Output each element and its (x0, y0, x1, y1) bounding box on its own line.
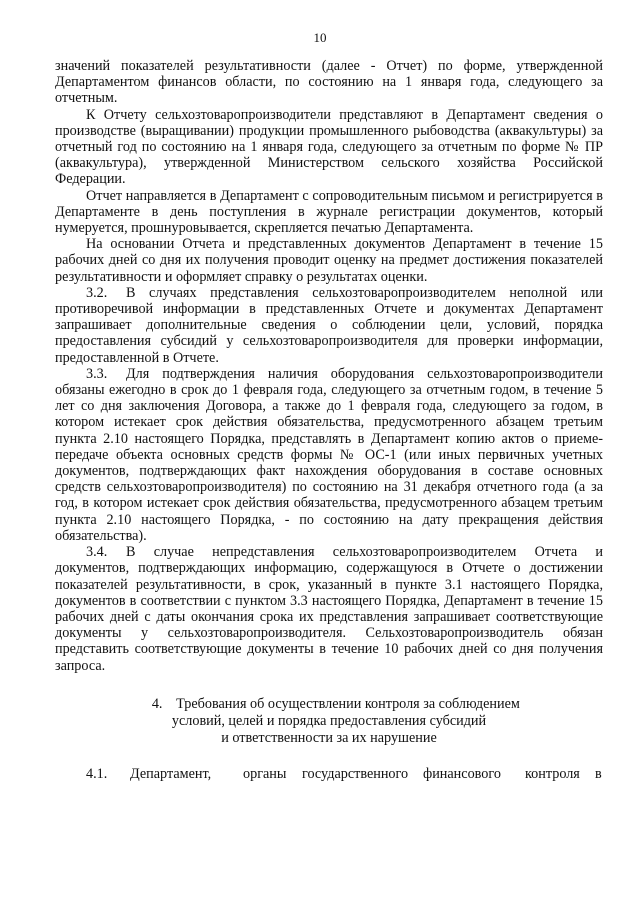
section-title-line-2: условий, целей и порядка предоставления субсидий (171, 712, 487, 729)
clause-3-2 (55, 285, 603, 366)
paragraph-report-attachments: К Отчету сельхозтоваропроизводители представляют в Департамент сведения о производстве (выращивании) продукции промышленного рыбоводства (аквакультуры) за отчетный год по состоянию на 1 января года, следующего за отчетным по форме № ПР (аквакультура), утвержденной Министерством сельского хозяйства Российской Федерации. (55, 106, 603, 188)
clause-text: В случае непредставления сельхозтоваропроизводителем Отчета и документов, подтверждающих информацию, содержащуюся в Отчете о достижении показателей результативности, в срок, указанный в пункте 3.1 настоящего Порядка, документов в соответствии с пунктом 3.3 настоящего Порядка, Департамент в течение 15 рабочих дней с даты окончания срока их представления запрашивает соответствующие документы у сельхозтоваропроизводителя. Сельхозтоваропроизводитель обязан представить соответствующие документы в течение 10 рабочих дней со дня получения запроса. (55, 544, 603, 674)
clause-number: 3.4. (86, 544, 108, 561)
clause-word: финансового (423, 765, 501, 782)
paragraph-report-evaluation: На основании Отчета и представленных документов Департамент в течение 15 рабочих дней со дня их получения проводит оценку на предмет достижения показателей результативности и оформляет справку о результатах оценки. (55, 236, 603, 285)
clause-word: Департамент, (130, 765, 212, 782)
clause-text: В случаях представления сельхозтоваропроизводителем неполной или противоречивой информации в представленных Отчете и документах Департамент запрашивает дополнительные сведения о соблюдении цели, условий, порядка предоставления субсидий у сельхозтоваропроизводителя для проверки информации, предоставленной в Отчете. (55, 284, 603, 366)
clause-word: контроля (525, 765, 580, 782)
section-heading (55, 696, 603, 747)
clause-text: Для подтверждения наличия оборудования сельхозтоваропроизводители обязаны ежегодно в срок до 1 февраля года, следующего за отчетным годом, в течение 5 лет со дня заключения Договора, а также до 1 февраля года, следующего за годом, в котором истекает срок действия обязательства, предусмотренного абзацем третьим пункта 2.10 настоящего Порядка, представлять в Департамент копию актов о приеме-передаче объекта основных средств формы № ОС-1 (или иных первичных учетных документов, подтверждающих факт нахождения оборудования в составе основных средств сельхозтоваропроизводителя) по состоянию на 31 декабря отчетного года (а за год, в котором истекает срок действия обязательства, предусмотренного абзацем третьим пункта 2.10 настоящего Порядка, - по состоянию на дату прекращения действия обязательства). (55, 365, 603, 544)
clause-3-4 (55, 544, 603, 674)
clause-4-1 (55, 766, 603, 783)
clause-number: 3.3. (86, 365, 108, 382)
paragraph-report-registration: Отчет направляется в Департамент с сопроводительным письмом и регистрируется в Департаменте в день поступления в журнале регистрации документов, который нумеруется, прошнуровывается, скрепляется печатью Департамента. (55, 187, 603, 237)
section-title-line-3: и ответственности за их нарушение (221, 729, 437, 746)
section-heading-line-1 (55, 696, 603, 713)
section-title-line-1: Требования об осуществлении контроля за соблюдением (176, 695, 520, 712)
paragraph-report-intro: значений показателей результативности (далее - Отчет) по форме, утвержденной Департаментом финансов области, по состоянию на 1 января года, следующего за отчетным. (55, 58, 603, 107)
section-number: 4. (151, 695, 163, 712)
clause-word: в (595, 765, 602, 782)
clause-word: органы (243, 765, 287, 782)
page-number: 10 (313, 30, 327, 45)
clause-number: 4.1. (86, 765, 108, 782)
clause-word: государственного (302, 765, 409, 782)
document-body (55, 58, 603, 783)
clause-3-3 (55, 366, 603, 544)
clause-number: 3.2. (86, 284, 108, 301)
